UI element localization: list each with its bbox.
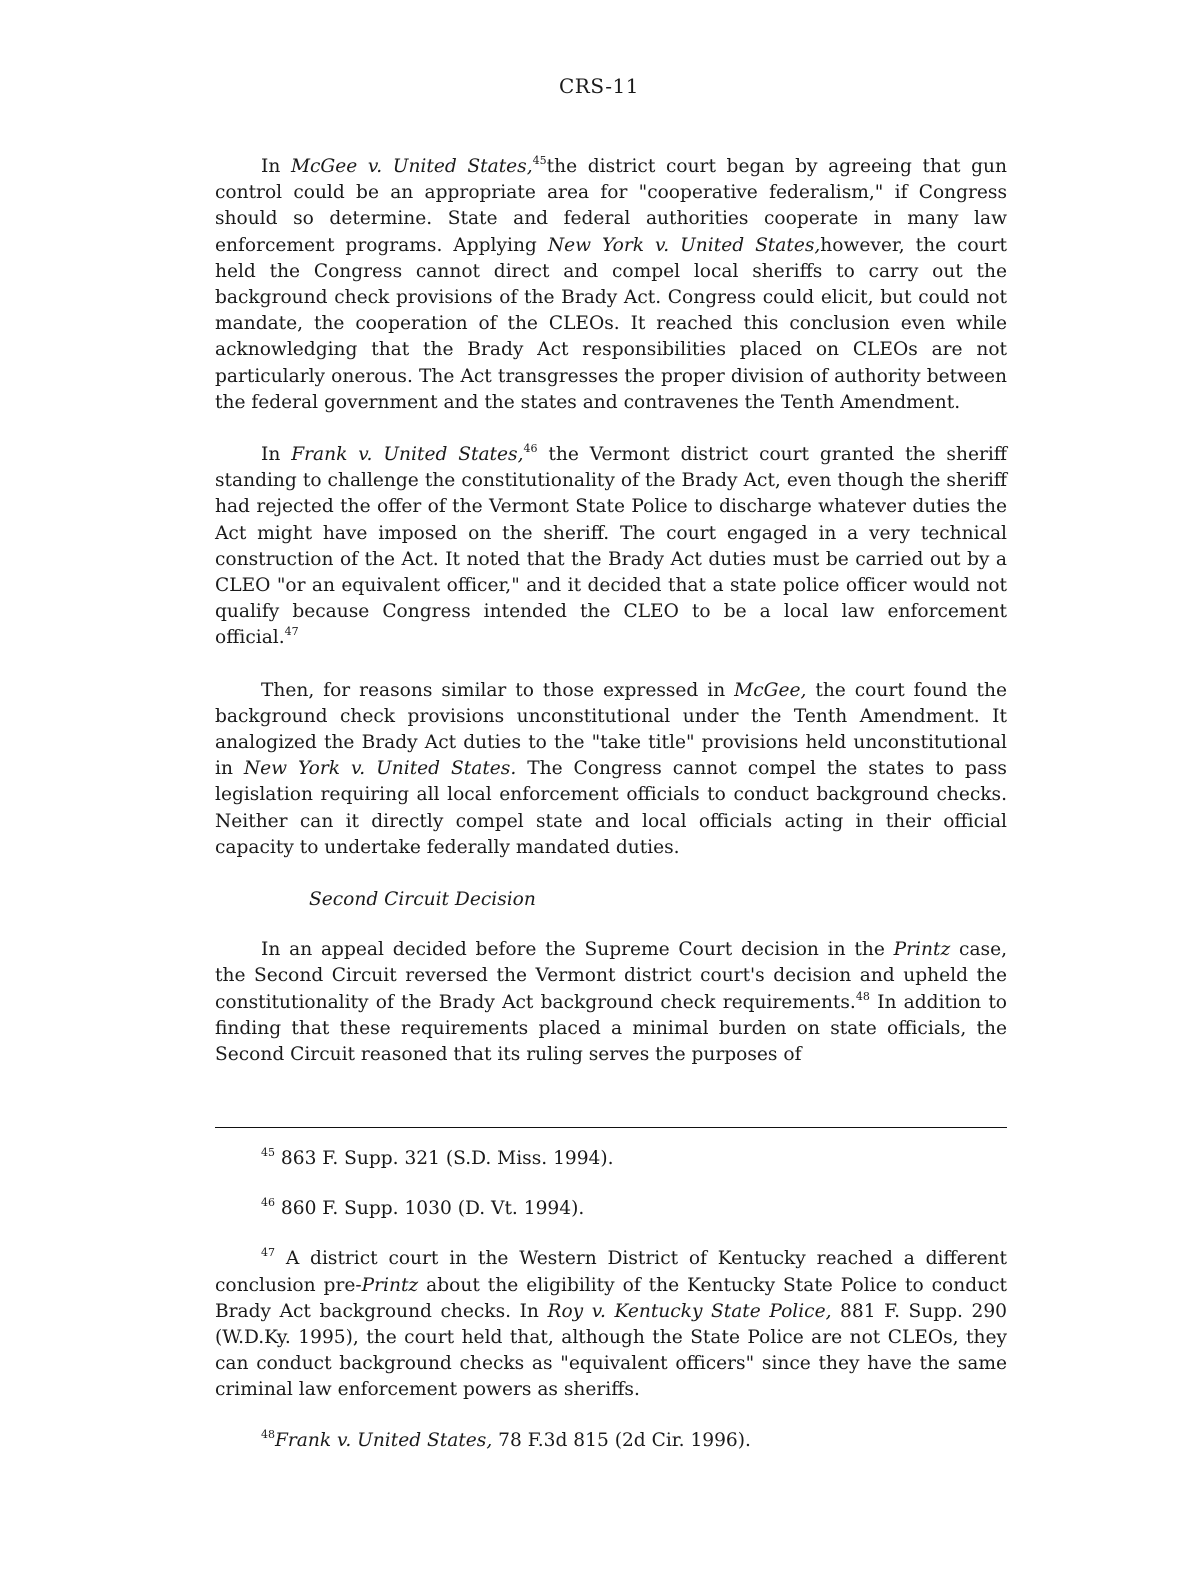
footnote-48 bbox=[215, 1428, 1007, 1454]
text-span: the court found the background check provisions unconstitutional under the Tenth Amendment. It analogized the Brady Act duties to the "take title" provisions held unconstitutional in bbox=[215, 679, 1007, 780]
paragraph-mcgee bbox=[215, 154, 1007, 416]
footnote-ref-47: 47 bbox=[284, 625, 299, 639]
footnote-ref-45: 45 bbox=[532, 154, 547, 167]
paragraph-tenth-amendment bbox=[215, 678, 1007, 861]
footnote-text: 78 F.3d 815 (2d Cir. 1996). bbox=[492, 1429, 751, 1451]
text-span: case, the Second Circuit reversed the Vermont district court's decision and upheld the constitutionality of the Brady Act background check requirements. bbox=[215, 939, 1007, 1013]
case-citation: New York v. United States. bbox=[243, 758, 517, 780]
text-span: the Vermont district court granted the sheriff standing to challenge the constitutionality of the Brady Act, even though the sheriff had rejected the offer of the Vermont State Police to discharge whatever duties the Act might have imposed on the sheriff. The court engaged in a very technical construction of the Act. It noted that the Brady Act duties must be carried out by a CLEO "or an equivalent officer," and it decided that a state police officer would not qualify because Congress intended the CLEO to be a local law enforcement official. bbox=[215, 444, 1007, 649]
footnote-text: A district court in the Western District of Kentucky reached a different conclusion pre- bbox=[215, 1248, 1007, 1296]
text-span: In an appeal decided before the Supreme Court decision in the bbox=[261, 939, 894, 961]
footnote-ref-46: 46 bbox=[523, 442, 538, 456]
page-header: CRS-11 bbox=[558, 74, 639, 98]
case-citation: McGee, bbox=[734, 679, 807, 701]
footnote-text: 881 F. Supp. 290 (W.D.Ky. 1995), the court held that, although the State Police are not CLEOs, they can conduct background checks as "equivalent officers" since they have the same criminal law enforcement powers as sheriffs. bbox=[215, 1300, 1008, 1401]
text-span: In addition to finding that these requirements placed a minimal burden on state officials, the Second Circuit reasoned that its ruling serves the purposes of bbox=[215, 991, 1008, 1066]
footnote-46 bbox=[215, 1196, 1007, 1222]
footnotes-section bbox=[215, 1146, 1007, 1478]
footnote-divider bbox=[215, 1127, 1007, 1128]
footnote-text: about the eligibility of the Kentucky State Police to conduct Brady Act background checks. In bbox=[215, 1274, 1007, 1322]
section-subheading: Second Circuit Decision bbox=[309, 889, 536, 911]
case-citation: Frank v. United States, bbox=[275, 1429, 493, 1451]
paragraph-second-circuit bbox=[215, 937, 1007, 1068]
case-citation: Frank v. United States, bbox=[291, 444, 524, 466]
footnote-number: 46 bbox=[261, 1196, 275, 1210]
footnote-number: 45 bbox=[261, 1146, 275, 1159]
text-span: Then, for reasons similar to those expressed in bbox=[261, 679, 735, 701]
text-span: The Congress cannot compel the states to pass legislation requiring all local enforcement officials to conduct background checks. Neither can it directly compel state and local officials acting in their official capacity to undertake federally mandated duties. bbox=[215, 758, 1007, 858]
case-citation: McGee v. United States, bbox=[290, 156, 533, 177]
footnote-number: 47 bbox=[261, 1246, 275, 1260]
footnote-text: 860 F. Supp. 1030 (D. Vt. 1994). bbox=[275, 1198, 585, 1220]
footnote-text: 863 F. Supp. 321 (S.D. Miss. 1994). bbox=[275, 1148, 614, 1169]
footnote-number: 48 bbox=[261, 1427, 275, 1441]
text-span: the district court began by agreeing that gun control could be an appropriate area for "cooperative federalism," if Congress should so determine. State and federal authorities cooperate in many law enforcement programs. Applying bbox=[215, 156, 1007, 256]
case-citation: Roy v. Kentucky State Police, bbox=[547, 1300, 832, 1322]
case-citation: Printz bbox=[361, 1274, 419, 1296]
paragraph-frank bbox=[215, 442, 1007, 652]
text-span: In bbox=[261, 444, 292, 466]
text-span: however, the court held the Congress cannot direct and compel local sheriffs to carry out the background check provisions of the Brady Act. Congress could elicit, but could not mandate, the cooperation of the CLEOs. It reached this conclusion even while acknowledging that the Brady Act responsibilities placed on CLEOs are not particularly onerous. The Act transgresses the proper division of authority between the federal government and the states and contravenes the Tenth Amendment. bbox=[215, 234, 1007, 413]
footnote-47 bbox=[215, 1246, 1007, 1403]
footnote-45 bbox=[215, 1146, 1007, 1172]
case-citation: New York v. United States, bbox=[547, 234, 821, 256]
text-span: In bbox=[261, 156, 291, 177]
body-text bbox=[215, 154, 1007, 1068]
case-citation: Printz bbox=[893, 939, 951, 961]
footnote-ref-48: 48 bbox=[855, 989, 870, 1003]
